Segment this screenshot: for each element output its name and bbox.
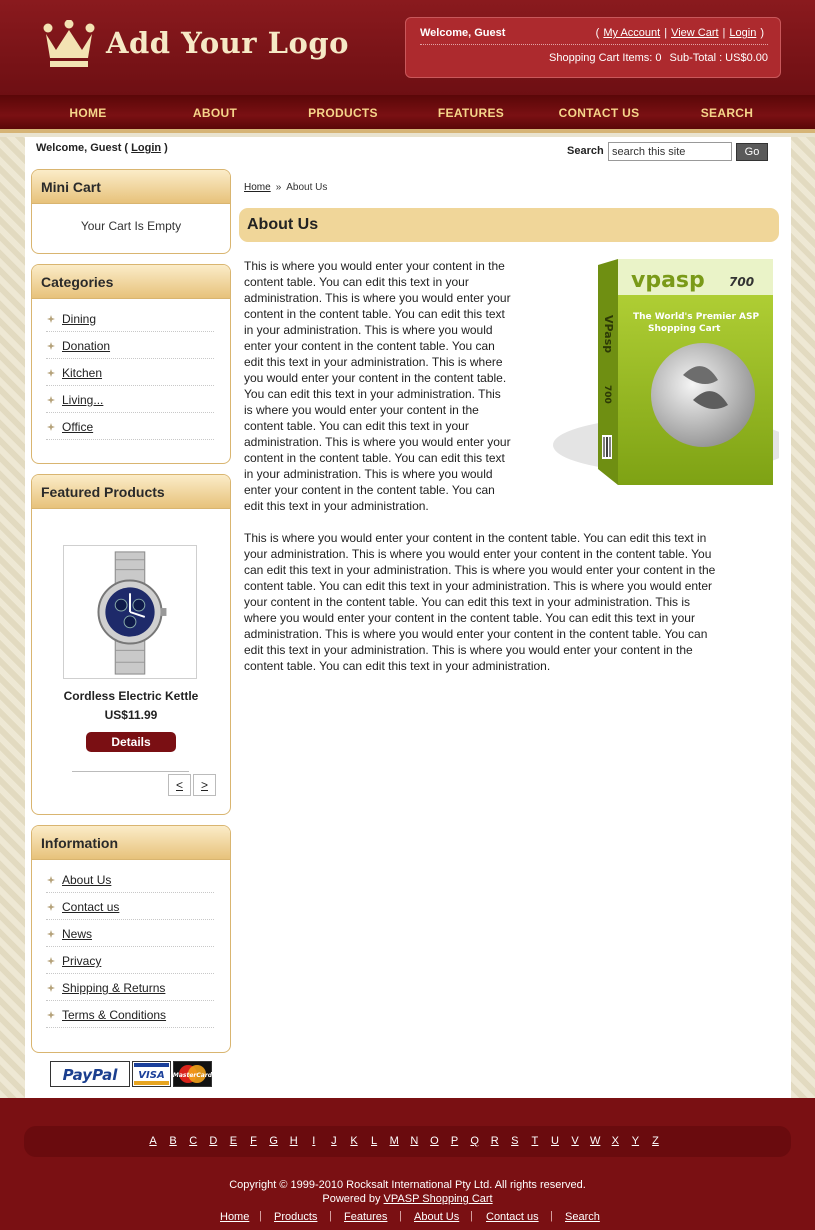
alphabet-letter-p[interactable]: P <box>450 1135 459 1147</box>
svg-text:700: 700 <box>602 385 612 404</box>
mini-cart-title: Mini Cart <box>32 170 230 204</box>
info-item[interactable] <box>46 1001 214 1028</box>
vpasp-product-box-image <box>543 255 779 510</box>
footer-link-search[interactable]: Search <box>565 1211 600 1223</box>
content-line: enter your content in the content table. You can <box>244 339 495 353</box>
content-line: content in the content table. You can edit this text <box>244 451 505 465</box>
divider <box>420 44 768 45</box>
content-line: content in the content table. You can edit this text <box>244 307 505 321</box>
alphabet-letter-g[interactable]: G <box>269 1135 278 1147</box>
category-link[interactable]: Office <box>62 420 94 434</box>
footer-link-contact-us[interactable]: Contact us <box>486 1211 539 1223</box>
divider <box>72 771 189 772</box>
breadcrumb-current: About Us <box>286 182 328 193</box>
info-link[interactable]: Contact us <box>62 900 120 914</box>
cart-items-count: Shopping Cart Items: 0 <box>549 52 662 64</box>
info-item[interactable] <box>46 947 214 974</box>
prev-button[interactable]: < <box>168 774 191 796</box>
content-line: your content in the content table. You can edit this text in your administration. This is <box>244 595 691 609</box>
bullet-icon <box>47 930 55 938</box>
content-paragraph-2 <box>244 530 779 674</box>
info-item[interactable] <box>46 866 214 893</box>
bullet-icon <box>47 876 55 884</box>
content-line: edit this text in your administration. This is where <box>244 355 503 369</box>
alphabet-letter-s[interactable]: S <box>511 1135 519 1147</box>
search-label: Search <box>567 145 604 157</box>
info-link[interactable]: Terms & Conditions <box>62 1008 167 1022</box>
content-line: edit this text in your administration. This is where you would enter your content in the <box>244 643 693 657</box>
content-line: where you would enter your content in the content table. You can edit this text in your <box>244 611 695 625</box>
content-paragraph-1 <box>244 258 540 514</box>
content-line: content table. You can edit this text in your administration. <box>244 659 551 673</box>
nav-home[interactable]: HOME <box>69 106 107 120</box>
svg-text:700: 700 <box>729 275 755 289</box>
alphabet-letter-o[interactable]: O <box>430 1135 439 1147</box>
category-item[interactable] <box>46 359 214 386</box>
copyright-text: Copyright © 1999-2010 Rocksalt International Pty Ltd. All rights reserved. <box>229 1179 586 1191</box>
featured-products-box <box>31 474 231 815</box>
alphabet-letter-j[interactable]: J <box>331 1135 337 1147</box>
alphabet-letter-i[interactable]: I <box>312 1135 316 1147</box>
nav-about[interactable]: ABOUT <box>192 106 238 120</box>
footer-link-features[interactable]: Features <box>344 1211 388 1223</box>
powered-by-link[interactable]: VPASP Shopping Cart <box>383 1193 493 1205</box>
alphabet-letter-m[interactable]: M <box>389 1135 399 1147</box>
search-input[interactable] <box>608 142 732 161</box>
bullet-icon <box>47 1011 55 1019</box>
info-link[interactable]: Privacy <box>62 954 102 968</box>
watch-image <box>64 546 196 678</box>
alphabet-letter-q[interactable]: Q <box>470 1135 479 1147</box>
category-link[interactable]: Dining <box>62 312 97 326</box>
info-link[interactable]: Shipping & Returns <box>62 981 166 995</box>
content-line: content table. You can edit this text in your <box>244 275 469 289</box>
cart-summary <box>549 52 768 64</box>
information-box <box>31 825 231 1053</box>
separator: | <box>329 1210 332 1222</box>
alphabet-letter-r[interactable]: R <box>490 1135 499 1147</box>
alphabet-letter-d[interactable]: D <box>209 1135 218 1147</box>
breadcrumb: Home » About Us <box>244 182 328 193</box>
category-item[interactable] <box>46 305 214 332</box>
content-line: You can edit this text in your administration. This <box>244 387 501 401</box>
background-pattern <box>0 137 25 1098</box>
featured-products-title: Featured Products <box>32 475 230 509</box>
nav-contact-us[interactable]: CONTACT US <box>558 106 640 120</box>
content-line: content table. You can edit this text in your administration. This is where you would enter <box>244 579 713 593</box>
alphabet-index-bar <box>24 1126 791 1157</box>
main-nav <box>0 95 815 133</box>
svg-text:VPasp: VPasp <box>602 315 615 354</box>
alphabet-letter-y[interactable]: Y <box>631 1135 640 1147</box>
categories-title: Categories <box>32 265 230 299</box>
svg-text:The World's Premier ASP: The World's Premier ASP <box>633 312 760 322</box>
footer-link-home[interactable]: Home <box>220 1211 250 1223</box>
content-line: administration. This is where you would enter your content in the content table. You can <box>244 627 708 641</box>
category-item[interactable] <box>46 413 214 440</box>
info-item[interactable] <box>46 893 214 920</box>
svg-text:VISA: VISA <box>138 1070 165 1081</box>
bullet-icon <box>47 396 55 404</box>
nav-products[interactable]: PRODUCTS <box>308 106 378 120</box>
site-header <box>0 0 815 95</box>
info-link[interactable]: News <box>62 927 93 941</box>
information-title: Information <box>32 826 230 860</box>
alphabet-letter-w[interactable]: W <box>589 1135 601 1147</box>
crown-icon <box>42 20 96 68</box>
bullet-icon <box>47 423 55 431</box>
categories-box <box>31 264 231 464</box>
separator: | <box>470 1210 473 1222</box>
svg-text:PayPal: PayPal <box>62 1066 118 1084</box>
alphabet-letter-a[interactable]: A <box>149 1135 157 1147</box>
footer-link-about-us[interactable]: About Us <box>414 1211 460 1223</box>
alphabet-letter-k[interactable]: K <box>350 1135 358 1147</box>
content-line: administration. This is where you would enter your <box>244 435 511 449</box>
alphabet-letter-f[interactable]: F <box>250 1135 257 1147</box>
info-item[interactable] <box>46 974 214 1001</box>
alphabet-letter-t[interactable]: T <box>531 1135 539 1147</box>
search-go-button[interactable]: Go <box>736 143 768 161</box>
bullet-icon <box>47 369 55 377</box>
alphabet-letter-v[interactable]: V <box>571 1135 579 1147</box>
guest-login-link[interactable]: Login <box>131 142 162 154</box>
visa-logo <box>132 1061 171 1087</box>
bullet-icon <box>47 315 55 323</box>
alphabet-letter-b[interactable]: B <box>169 1135 177 1147</box>
product-name[interactable]: Cordless Electric Kettle <box>63 689 199 703</box>
alphabet-letter-h[interactable]: H <box>289 1135 298 1147</box>
category-link[interactable]: Living... <box>62 393 104 407</box>
category-item[interactable] <box>46 386 214 413</box>
my-account-link[interactable]: My Account <box>603 27 661 39</box>
bullet-icon <box>47 342 55 350</box>
category-link[interactable]: Kitchen <box>62 366 103 380</box>
svg-text:vpasp: vpasp <box>631 268 705 293</box>
bullet-icon <box>47 903 55 911</box>
content-line: This is where you would enter your content in the content table. You can edit this text in <box>244 531 707 545</box>
svg-text:Shopping Cart: Shopping Cart <box>648 324 721 334</box>
content-line: edit this text in your administration. <box>244 499 429 513</box>
mini-cart-box <box>31 169 231 254</box>
cart-empty-text: Your Cart Is Empty <box>80 219 182 233</box>
alphabet-letter-x[interactable]: X <box>611 1135 619 1147</box>
content-line: is where you would enter your content in the <box>244 403 479 417</box>
alphabet-letter-n[interactable]: N <box>410 1135 419 1147</box>
site-footer <box>0 1098 815 1230</box>
separator: | <box>550 1210 553 1222</box>
powered-by-text: Powered by VPASP Shopping Cart <box>322 1193 493 1205</box>
category-link[interactable]: Donation <box>62 339 111 353</box>
logo-text: Add Your Logo <box>106 26 349 60</box>
content-line: content table. You can edit this text in your <box>244 419 469 433</box>
alphabet-letter-l[interactable]: L <box>371 1135 378 1147</box>
mastercard-logo <box>173 1061 212 1087</box>
content-line: you would enter your content in the content table. <box>244 371 507 385</box>
background-pattern <box>791 137 815 1098</box>
page-title: About Us <box>239 208 779 242</box>
nav-search[interactable]: SEARCH <box>700 106 754 120</box>
content-line: in your administration. This is where you would <box>244 323 493 337</box>
content-line: enter your content in the content table. You can <box>244 483 495 497</box>
information-list <box>32 860 230 1028</box>
bullet-icon <box>47 984 55 992</box>
next-button[interactable]: > <box>193 774 216 796</box>
details-button[interactable]: Details <box>86 732 176 752</box>
login-link[interactable]: Login <box>729 27 757 39</box>
content-line: This is where you would enter your content in the <box>244 259 505 273</box>
content-line: in your administration. This is where you would <box>244 467 493 481</box>
categories-list <box>32 299 230 440</box>
content-line: can edit this text in your administration. This is where you would enter your content in the <box>244 563 716 577</box>
paypal-logo <box>50 1061 130 1087</box>
separator: | <box>399 1210 402 1222</box>
info-link[interactable]: About Us <box>62 873 112 887</box>
alphabet-letter-u[interactable]: U <box>551 1135 559 1147</box>
alphabet-letter-c[interactable]: C <box>189 1135 198 1147</box>
breadcrumb-home-link[interactable]: Home <box>244 182 271 193</box>
alphabet-letter-e[interactable]: E <box>229 1135 238 1147</box>
product-price: US$11.99 <box>104 708 158 722</box>
view-cart-link[interactable]: View Cart <box>671 27 719 39</box>
welcome-text: Welcome, Guest <box>420 27 506 39</box>
separator: | <box>259 1210 262 1222</box>
content-line: your administration. This is where you would enter your content in the content table. You <box>244 547 712 561</box>
footer-link-products[interactable]: Products <box>274 1211 318 1223</box>
account-links: ( My Account | View Cart | Login ) <box>595 27 764 39</box>
info-item[interactable] <box>46 920 214 947</box>
cart-subtotal: Sub-Total : US$0.00 <box>669 52 768 64</box>
guest-welcome: Welcome, Guest ( Login ) <box>36 142 168 154</box>
nav-features[interactable]: FEATURES <box>437 106 505 120</box>
alphabet-letter-z[interactable]: Z <box>652 1135 659 1147</box>
svg-text:MasterCard: MasterCard <box>173 1072 212 1079</box>
bullet-icon <box>47 957 55 965</box>
site-logo[interactable] <box>42 18 372 74</box>
content-line: administration. This is where you would enter your <box>244 291 511 305</box>
account-box <box>405 17 781 78</box>
product-image[interactable] <box>63 545 197 679</box>
category-item[interactable] <box>46 332 214 359</box>
